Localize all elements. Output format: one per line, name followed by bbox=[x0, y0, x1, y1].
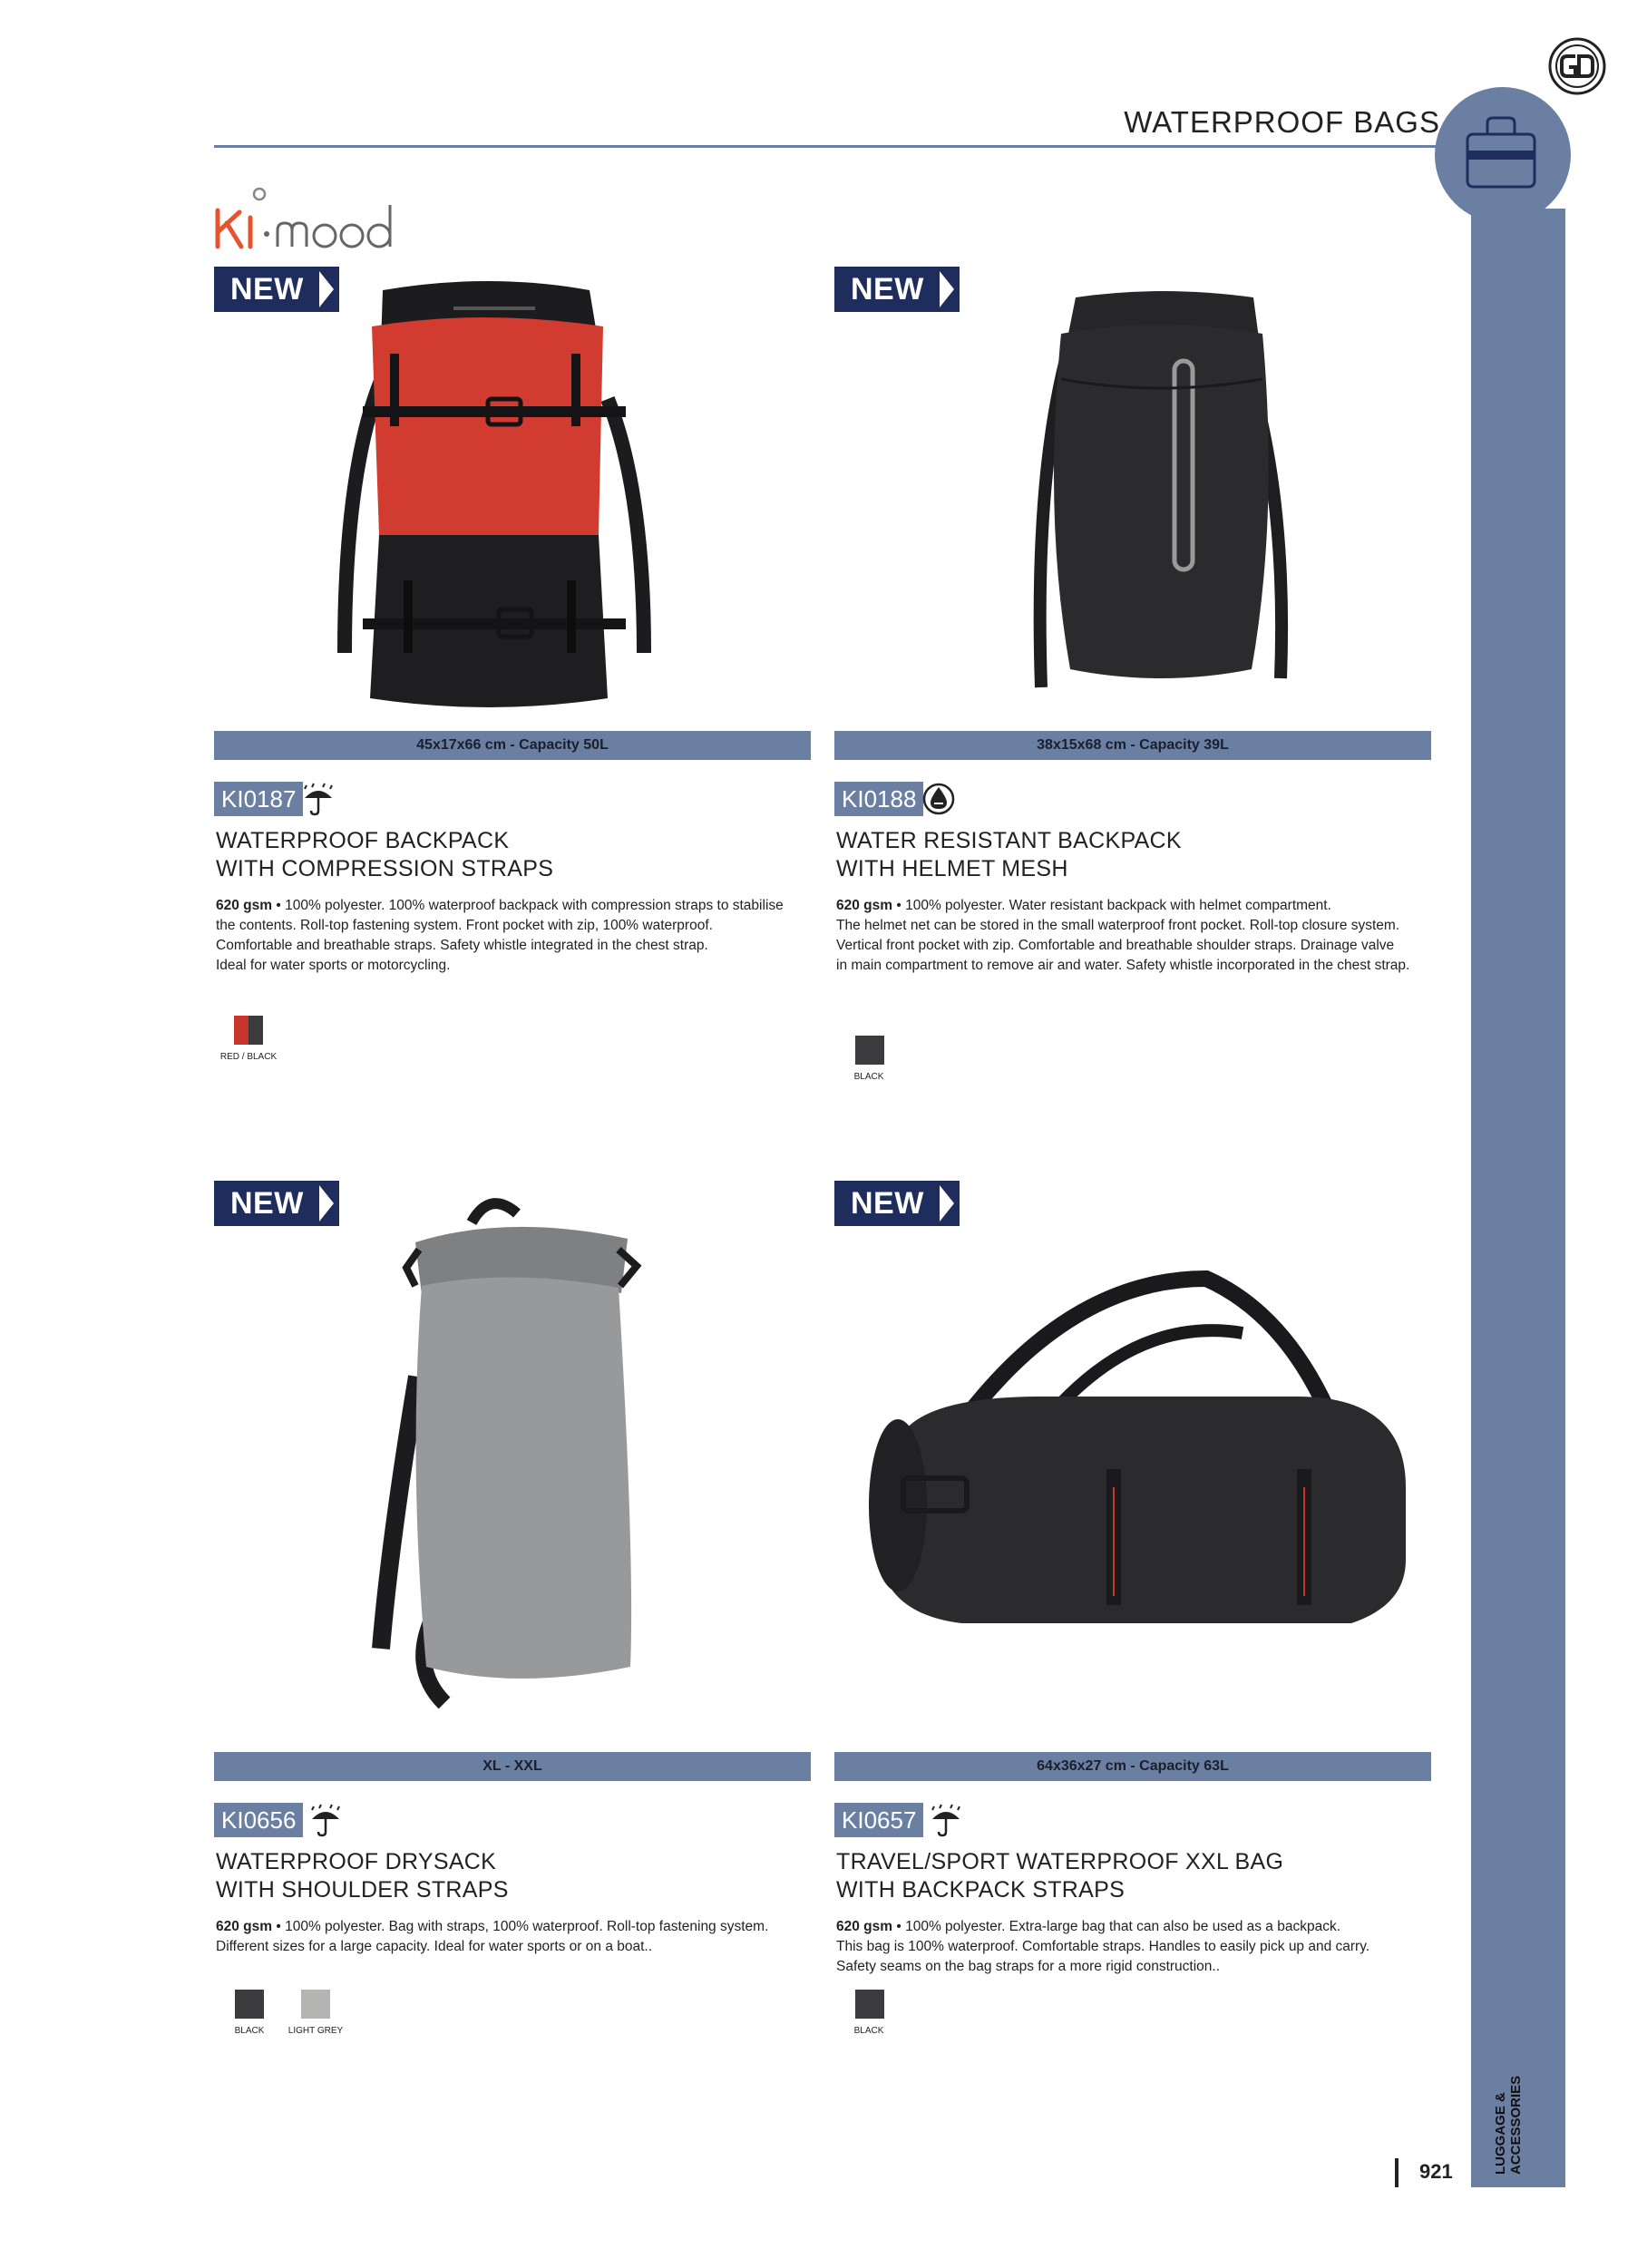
rain-umbrella-icon bbox=[929, 1803, 963, 1837]
bag-icon bbox=[1435, 87, 1571, 223]
kimood-logo bbox=[214, 187, 404, 256]
desc-line: • 100% polyester. 100% waterproof backpack with compression straps to stabilise bbox=[272, 898, 784, 913]
product-photo-ki0188 bbox=[1025, 288, 1297, 696]
rain-umbrella-icon bbox=[308, 1803, 343, 1837]
product-weight: 620 gsm bbox=[836, 898, 893, 913]
spec-bar: 64x36x27 cm - Capacity 63L bbox=[834, 1752, 1431, 1781]
product-description bbox=[216, 1917, 814, 1957]
water-resistant-icon bbox=[921, 782, 956, 816]
product-description bbox=[836, 1917, 1453, 1977]
category-line-2: ACCESSORIES bbox=[1508, 2075, 1524, 2175]
sidebar-category-label bbox=[1493, 2075, 1602, 2182]
product-description bbox=[836, 896, 1453, 976]
section-title: WATERPROOF BAGS bbox=[1124, 105, 1440, 139]
color-swatch-light-grey[interactable] bbox=[301, 1990, 330, 2019]
product-code: KI0656 bbox=[214, 1803, 303, 1837]
color-swatch-black[interactable] bbox=[855, 1990, 884, 2019]
new-badge-label: NEW bbox=[851, 1185, 924, 1221]
spec-bar: 45x17x66 cm - Capacity 50L bbox=[214, 731, 811, 760]
page-number-bar bbox=[1395, 2158, 1398, 2187]
new-badge bbox=[834, 267, 960, 312]
color-swatch-label: BLACK bbox=[853, 1072, 884, 1082]
product-code: KI0657 bbox=[834, 1803, 923, 1837]
new-badge bbox=[214, 267, 339, 312]
rain-umbrella-icon bbox=[301, 782, 336, 816]
color-swatch-red-black[interactable] bbox=[234, 1016, 263, 1045]
desc-line: The helmet net can be stored in the small waterproof front pocket. Roll-top closure system. bbox=[836, 918, 1400, 933]
color-swatch-group bbox=[234, 1016, 263, 1049]
desc-line: Safety seams on the bag straps for a more rigid construction.. bbox=[836, 1959, 1221, 1974]
desc-line: Vertical front pocket with zip. Comfortable and breathable shoulder straps. Drainage valve bbox=[836, 938, 1395, 953]
product-title-line-1: WATERPROOF BACKPACK bbox=[216, 828, 510, 853]
product-description bbox=[216, 896, 814, 976]
product-title bbox=[836, 1848, 1283, 1904]
product-title bbox=[216, 827, 553, 883]
product-title-line-1: TRAVEL/SPORT WATERPROOF XXL BAG bbox=[836, 1849, 1284, 1874]
new-badge bbox=[834, 1181, 960, 1226]
desc-line: • 100% polyester. Extra-large bag that can also be used as a backpack. bbox=[892, 1919, 1341, 1934]
desc-line: Different sizes for a large capacity. Ideal for water sports or on a boat.. bbox=[216, 1939, 653, 1954]
product-code: KI0187 bbox=[214, 782, 303, 816]
desc-line: the contents. Roll-top fastening system. Front pocket with zip, 100% waterproof. bbox=[216, 918, 713, 933]
spec-bar: 38x15x68 cm - Capacity 39L bbox=[834, 731, 1431, 760]
product-title-line-1: WATER RESISTANT BACKPACK bbox=[836, 828, 1182, 853]
desc-line: Ideal for water sports or motorcycling. bbox=[216, 958, 451, 973]
new-badge-label: NEW bbox=[230, 1185, 304, 1221]
sidebar-circle bbox=[1435, 87, 1571, 223]
product-weight: 620 gsm bbox=[216, 898, 273, 913]
spec-bar: XL - XXL bbox=[214, 1752, 811, 1781]
desc-line: in main compartment to remove air and water. Safety whistle incorporated in the chest strap. bbox=[836, 958, 1410, 973]
color-swatch-label: BLACK bbox=[234, 2026, 265, 2036]
header-divider bbox=[214, 145, 1466, 148]
product-title bbox=[216, 1848, 509, 1904]
color-swatch-label: BLACK bbox=[853, 2026, 884, 2036]
product-photo-ki0657 bbox=[862, 1261, 1424, 1687]
brand-logo bbox=[214, 187, 404, 260]
color-swatch-label: LIGHT GREY bbox=[287, 2026, 344, 2036]
product-photo-ki0656 bbox=[372, 1195, 644, 1739]
page-number: 921 bbox=[1419, 2160, 1453, 2183]
brand-logo-icon bbox=[1547, 36, 1607, 96]
product-title-line-2: WITH HELMET MESH bbox=[836, 856, 1068, 881]
product-weight: 620 gsm bbox=[836, 1919, 893, 1934]
desc-line: This bag is 100% waterproof. Comfortable straps. Handles to easily pick up and carry. bbox=[836, 1939, 1370, 1954]
product-title bbox=[836, 827, 1182, 883]
sidebar-band bbox=[1471, 209, 1565, 2187]
product-title-line-2: WITH BACKPACK STRAPS bbox=[836, 1877, 1126, 1903]
product-title-line-2: WITH COMPRESSION STRAPS bbox=[216, 856, 554, 881]
new-badge bbox=[214, 1181, 339, 1226]
new-badge-label: NEW bbox=[851, 271, 924, 307]
color-swatch-label: RED / BLACK bbox=[219, 1052, 278, 1062]
product-code: KI0188 bbox=[834, 782, 923, 816]
product-weight: 620 gsm bbox=[216, 1919, 273, 1934]
category-line-1: LUGGAGE & bbox=[1493, 2092, 1508, 2175]
desc-line: • 100% polyester. Water resistant backpack with helmet compartment. bbox=[892, 898, 1331, 913]
desc-line: Comfortable and breathable straps. Safety whistle integrated in the chest strap. bbox=[216, 938, 708, 953]
new-badge-label: NEW bbox=[230, 271, 304, 307]
product-title-line-2: WITH SHOULDER STRAPS bbox=[216, 1877, 509, 1903]
color-swatch-black[interactable] bbox=[235, 1990, 264, 2019]
color-swatch-black[interactable] bbox=[855, 1036, 884, 1065]
product-title-line-1: WATERPROOF DRYSACK bbox=[216, 1849, 497, 1874]
product-photo-ki0187 bbox=[326, 272, 689, 725]
desc-line: • 100% polyester. Bag with straps, 100% waterproof. Roll-top fastening system. bbox=[272, 1919, 769, 1934]
